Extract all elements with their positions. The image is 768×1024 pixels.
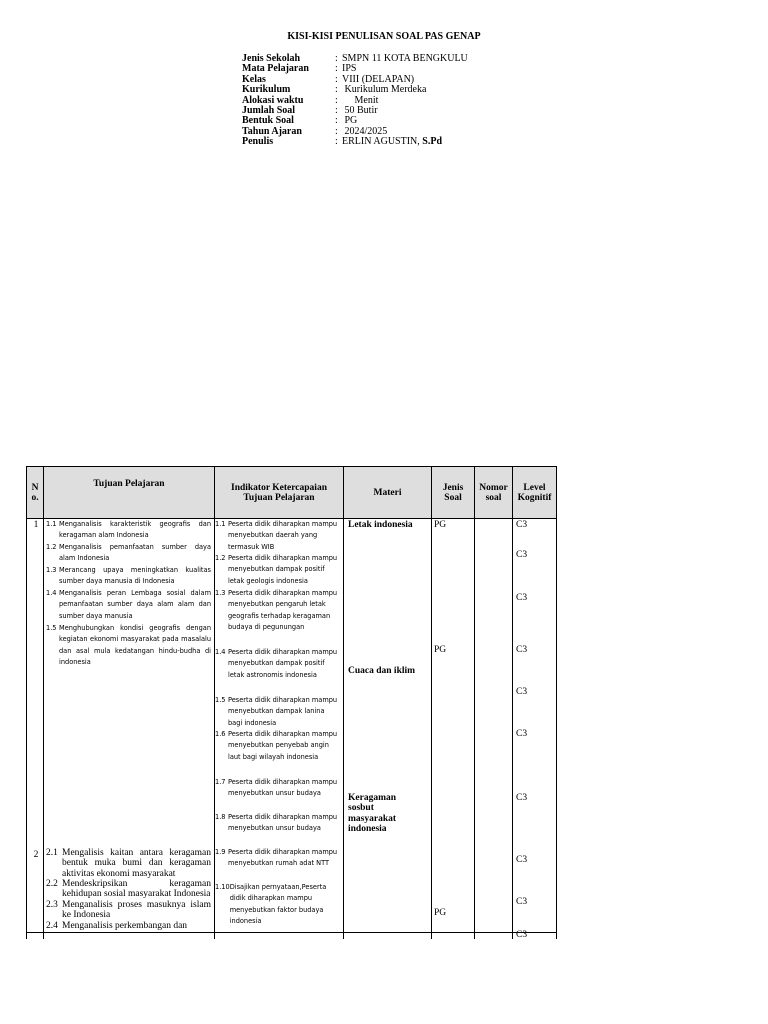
- author-degree: S.Pd: [422, 136, 443, 148]
- list-item: [46, 879, 211, 900]
- item-text: Peserta didik diharapkan mampu menyebutkan dampak positif letak geologis indonesia: [228, 554, 338, 585]
- level-value: C3: [516, 687, 528, 697]
- item-text: Peserta didik diharapkan mampu menyebutkan penyebab angin laut bagi wilayah indonesia: [228, 730, 338, 761]
- item-number: 1.5: [215, 696, 226, 704]
- info-separator: :: [335, 115, 338, 127]
- list-item: [215, 882, 340, 927]
- row-number: 2: [33, 850, 39, 860]
- jenis-soal-value: PG: [434, 645, 447, 655]
- level-value: C3: [516, 793, 528, 803]
- level-value: C3: [516, 550, 528, 560]
- item-text: Mengalisis kaitan antara keragaman bentuk muka bumi dan keragaman aktivitas ekonomi masyarakat: [62, 848, 211, 879]
- info-label: Kelas: [242, 73, 266, 85]
- level-value: C3: [516, 645, 528, 655]
- item-text: Peserta didik diharapkan mampu menyebutkan pengaruh letak geografis terhadap keragaman budaya di pegunungan: [228, 589, 338, 631]
- item-text: Menganalisis perkembangan dan: [62, 921, 188, 931]
- item-number: 1.7: [215, 778, 226, 786]
- item-text: Disajikan pernyataan,Peserta didik diharapkan mampu menyebutkan faktor budaya indonesia: [229, 883, 327, 925]
- item-text: Menganalisis karakteristik geografis dan keragaman alam Indonesia: [59, 520, 211, 540]
- item-text: Peserta didik diharapkan mampu menyebutkan unsur budaya: [228, 778, 338, 798]
- item-text: Peserta didik diharapkan mampu menyebutkan dampak lanina bagi indonesia: [228, 696, 338, 727]
- item-text: Menganalisis peran Lembaga sosial dalam pemanfaatan sumber daya alam alam dan sumber daya manusia: [59, 589, 211, 620]
- item-number: 1.1: [46, 520, 57, 528]
- info-value: 50 Butir: [342, 105, 378, 117]
- list-item: [46, 519, 211, 542]
- header-no: N o.: [27, 467, 44, 519]
- materi-item: Letak indonesia: [348, 520, 413, 530]
- list-item: [46, 588, 211, 622]
- item-number: 2.3: [46, 900, 58, 910]
- info-separator: :: [335, 105, 338, 117]
- item-number: 2.2: [46, 879, 58, 889]
- cell-materi: [344, 519, 432, 939]
- info-row-author: [242, 137, 468, 147]
- level-value: C3: [516, 593, 528, 603]
- list-item: [46, 623, 211, 668]
- header-jenis-soal: Jenis Soal: [432, 467, 475, 519]
- info-label: Jumlah Soal: [242, 105, 296, 117]
- item-text: Peserta didik diharapkan mampu menyebutkan daerah yang termasuk WIB: [228, 520, 338, 551]
- info-value: Kurikulum Merdeka: [342, 84, 427, 96]
- materi-item: Keragaman sosbut masyarakat indonesia: [348, 793, 397, 834]
- header-indikator: Indikator Ketercapaian Tujuan Pelajaran: [215, 467, 344, 519]
- list-item: [215, 695, 340, 729]
- info-value: Menit: [342, 94, 379, 106]
- cell-indikator: [215, 519, 344, 939]
- info-separator: :: [335, 53, 338, 64]
- info-label: Bentuk Soal: [242, 115, 294, 127]
- level-value: C3: [516, 729, 528, 739]
- list-item: [215, 553, 340, 587]
- header-tujuan-pelajaran: Tujuan Pelajaran: [44, 467, 215, 519]
- item-number: 1.9: [215, 848, 226, 856]
- list-item: [46, 921, 211, 931]
- info-label: Jenis Sekolah: [242, 53, 301, 64]
- list-item: [46, 848, 211, 879]
- item-number: 1.10: [215, 883, 230, 891]
- info-label: Alokasi waktu: [242, 94, 304, 106]
- author-name: ERLIN AGUSTIN,: [342, 136, 423, 148]
- materi-item: Cuaca dan iklim: [348, 666, 416, 676]
- jenis-soal-value: PG: [434, 520, 447, 530]
- level-value: C3: [516, 520, 528, 530]
- info-value: [342, 137, 442, 147]
- info-value: SMPN 11 KOTA BENGKULU: [342, 53, 468, 64]
- item-text: Merancang upaya meningkatkan kualitas sumber daya manusia di Indonesia: [59, 566, 211, 586]
- info-separator: :: [335, 73, 338, 85]
- document-info: [242, 54, 468, 148]
- header-nomor-soal: Nomor soal: [475, 467, 513, 519]
- list-item: [215, 729, 340, 763]
- item-number: 1.4: [46, 589, 57, 597]
- list-item: [215, 588, 340, 633]
- item-text: Mendeskripsikan keragaman kehidupan sosial masyarakat Indonesia: [62, 879, 211, 900]
- info-label: Mata Pelajaran: [242, 63, 309, 75]
- info-separator: :: [335, 63, 338, 75]
- item-text: Peserta didik diharapkan mampu menyebutkan unsur budaya: [228, 813, 338, 833]
- item-number: 1.6: [215, 730, 226, 738]
- level-value: C3: [516, 930, 528, 940]
- item-text: Peserta didik diharapkan mampu menyebutkan rumah adat NTT: [228, 848, 338, 868]
- cell-tujuan-pelajaran: [44, 519, 215, 939]
- info-value: VIII (DELAPAN): [342, 73, 415, 85]
- list-item: [215, 777, 340, 800]
- item-text: Menganalisis pemanfaatan sumber daya alam Indonesia: [59, 543, 211, 563]
- item-number: 1.1: [215, 520, 226, 528]
- header-materi: Materi: [344, 467, 432, 519]
- cell-no: [27, 519, 44, 939]
- list-item: [215, 647, 340, 681]
- item-number: 2.1: [46, 848, 58, 858]
- item-number: 1.2: [215, 554, 226, 562]
- list-item: [215, 847, 340, 870]
- item-number: 1.3: [215, 589, 226, 597]
- info-separator: :: [335, 136, 338, 148]
- cell-nomor-soal: [475, 519, 513, 939]
- item-text: Peserta didik diharapkan mampu menyebutkan dampak positif letak astronomis indonesia: [228, 648, 338, 679]
- item-number: 1.2: [46, 543, 57, 551]
- list-item: [215, 812, 340, 835]
- cell-jenis-soal: [432, 519, 475, 939]
- item-number: 1.8: [215, 813, 226, 821]
- info-separator: :: [335, 84, 338, 96]
- info-separator: :: [335, 94, 338, 106]
- info-value: PG: [342, 115, 358, 127]
- info-label: Kurikulum: [242, 84, 291, 96]
- list-item: [46, 565, 211, 588]
- level-value: C3: [516, 855, 528, 865]
- item-number: 2.4: [46, 921, 58, 931]
- cell-level-kognitif: [513, 519, 557, 939]
- item-number: 1.5: [46, 624, 57, 632]
- row-number: 1: [33, 520, 39, 530]
- item-number: 1.4: [215, 648, 226, 656]
- list-item: [46, 900, 211, 921]
- jenis-soal-value: PG: [434, 908, 447, 918]
- info-label: Tahun Ajaran: [242, 125, 302, 137]
- header-level-kognitif: Level Kognitif: [513, 467, 557, 519]
- kisi-kisi-table: [26, 466, 556, 940]
- list-item: [215, 519, 340, 553]
- info-label: Penulis: [242, 136, 274, 148]
- level-value: C3: [516, 897, 528, 907]
- info-value: 2024/2025: [342, 125, 388, 137]
- item-text: Menganalisis proses masuknya islam ke Indonesia: [62, 900, 211, 921]
- item-text: Menghubungkan kondisi geografis dengan kegiatan ekonomi masyarakat pada masalalu dan asal mula kedatangan hindu-budha di indonesia: [59, 624, 211, 666]
- document-title: KISI-KISI PENULISAN SOAL PAS GENAP: [287, 31, 481, 42]
- item-number: 1.3: [46, 566, 57, 574]
- info-value: IPS: [342, 63, 357, 75]
- info-separator: :: [335, 125, 338, 137]
- list-item: [46, 542, 211, 565]
